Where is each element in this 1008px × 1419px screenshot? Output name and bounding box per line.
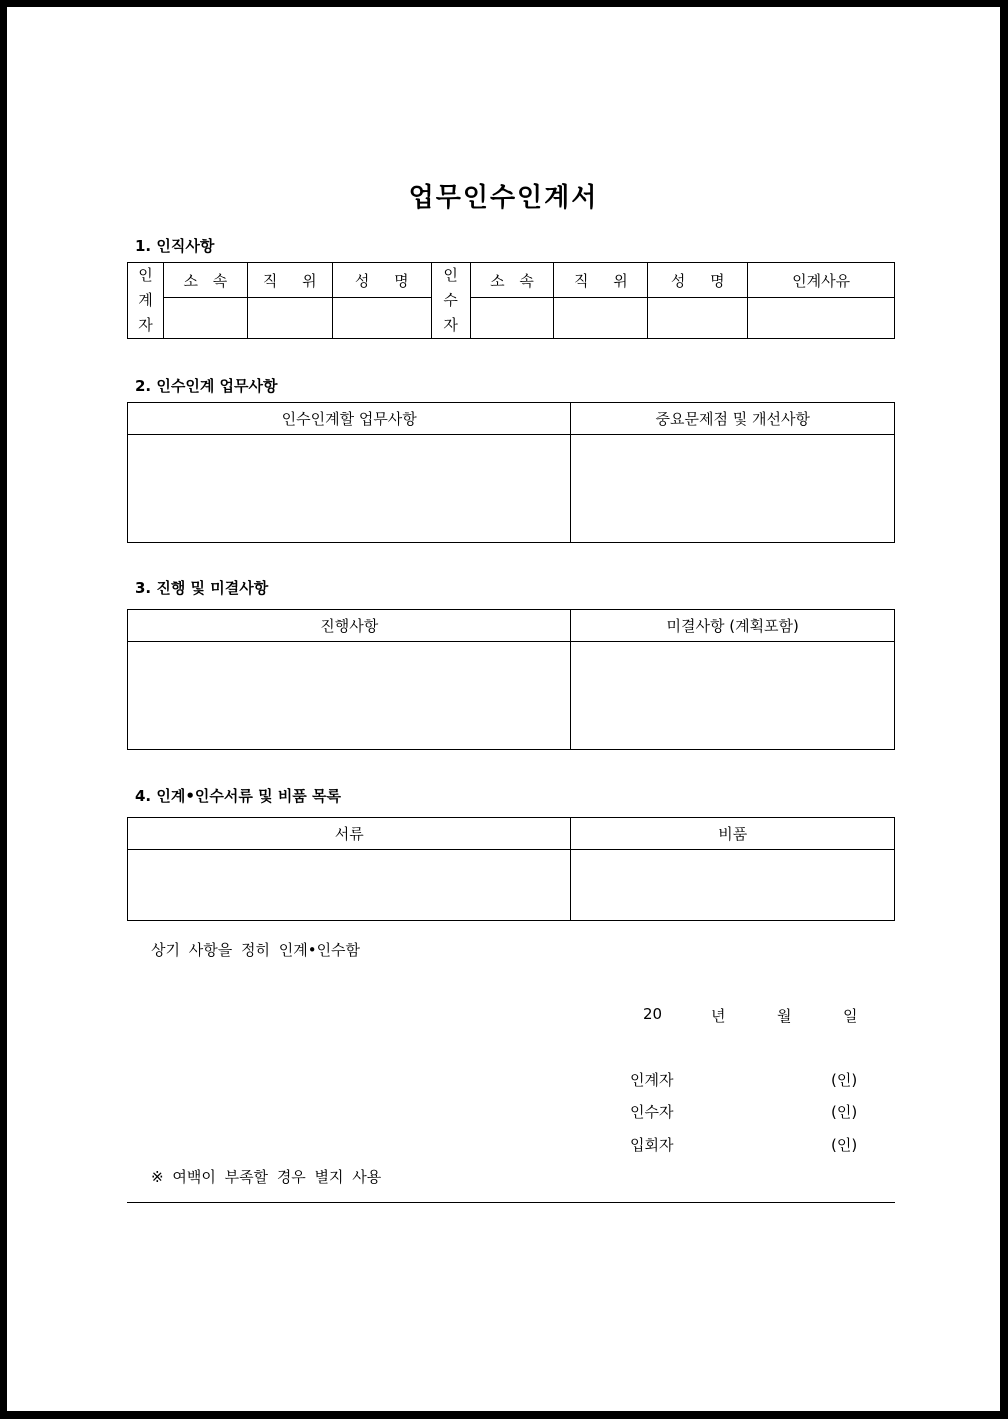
document-title: 업무인수인계서 — [408, 183, 599, 213]
progress-table — [127, 609, 895, 750]
giver-label-3: 자 — [138, 316, 153, 334]
section3-heading: 3. 진행 및 미결사항 — [135, 579, 269, 597]
signature-seal-witness: (인) — [831, 1136, 858, 1154]
tasks-header: 인수인계할 업무사항 — [128, 403, 571, 435]
giver-label-2: 계 — [138, 291, 153, 309]
receiver-position-field[interactable] — [554, 298, 648, 339]
documents-field[interactable] — [128, 850, 571, 921]
equipment-field[interactable] — [571, 850, 895, 921]
section2-heading: 2. 인수인계 업무사항 — [135, 377, 278, 395]
in-progress-field[interactable] — [128, 642, 571, 750]
document-page — [7, 7, 1000, 1411]
pending-header: 미결사항 (계획포함) — [571, 610, 895, 642]
receiver-position-header: 직 위 — [554, 263, 648, 298]
tasks-field[interactable] — [128, 435, 571, 543]
section4-heading: 4. 인계•인수서류 및 비품 목록 — [135, 787, 342, 805]
date-month-label: 월 — [777, 1007, 792, 1025]
receiver-name-header: 성 명 — [648, 263, 748, 298]
signature-seal-receiver: (인) — [831, 1103, 858, 1121]
giver-position-header: 직 위 — [247, 263, 332, 298]
giver-name-header: 성 명 — [332, 263, 431, 298]
giver-affiliation-header: 소 속 — [163, 263, 247, 298]
section1-heading: 1. 인직사항 — [135, 237, 215, 255]
personnel-table — [127, 262, 895, 339]
bottom-rule — [127, 1202, 895, 1203]
confirmation-text: 상기 사항을 정히 인계•인수함 — [151, 941, 361, 959]
signature-role-giver: 인계자 — [630, 1071, 674, 1089]
footnote: ※ 여백이 부족할 경우 별지 사용 — [151, 1168, 382, 1186]
pending-field[interactable] — [571, 642, 895, 750]
signature-role-receiver: 인수자 — [630, 1103, 674, 1121]
receiver-label-cell — [431, 263, 470, 339]
receiver-label-1: 인 — [443, 266, 458, 284]
handover-tasks-table — [127, 402, 895, 543]
receiver-affiliation-field[interactable] — [470, 298, 554, 339]
date-day-label: 일 — [843, 1007, 858, 1025]
giver-affiliation-field[interactable] — [163, 298, 247, 339]
giver-label-cell — [128, 263, 164, 339]
issues-header: 중요문제점 및 개선사항 — [571, 403, 895, 435]
receiver-name-field[interactable] — [648, 298, 748, 339]
giver-label-1: 인 — [138, 266, 153, 284]
date-year-label: 년 — [711, 1007, 726, 1025]
documents-header: 서류 — [128, 818, 571, 850]
signature-role-witness: 입회자 — [630, 1136, 674, 1154]
in-progress-header: 진행사항 — [128, 610, 571, 642]
receiver-label-2: 수 — [443, 291, 458, 309]
date-year-prefix: 20 — [643, 1005, 663, 1023]
issues-field[interactable] — [571, 435, 895, 543]
giver-name-field[interactable] — [332, 298, 431, 339]
handover-reason-header: 인계사유 — [748, 263, 895, 298]
handover-reason-field[interactable] — [748, 298, 895, 339]
giver-position-field[interactable] — [247, 298, 332, 339]
equipment-header: 비품 — [571, 818, 895, 850]
receiver-affiliation-header: 소 속 — [470, 263, 554, 298]
signature-seal-giver: (인) — [831, 1071, 858, 1089]
documents-equipment-table — [127, 817, 895, 921]
receiver-label-3: 자 — [443, 316, 458, 334]
